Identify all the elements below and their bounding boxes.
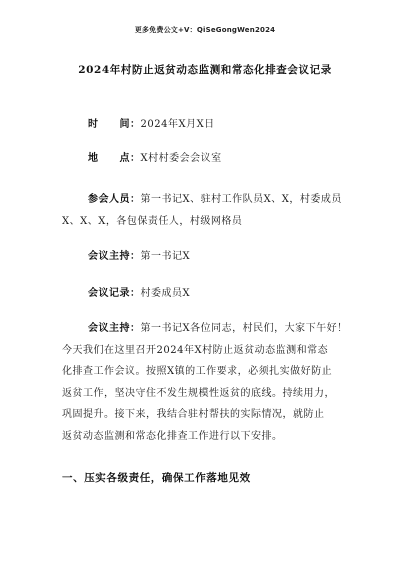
speech-line-2: 今天我们在这里召开2024年X村防止返贫动态监测和常态	[62, 344, 329, 356]
place-label: 地 点：	[88, 153, 141, 164]
speech-line-5: 巩固提升。接下来，我结合驻村帮扶的实际情况，就防止	[62, 409, 325, 420]
speech-label: 会议主持：	[88, 323, 141, 334]
speech-line-3: 化排查工作会议。按照X镇的工作要求，必须扎实做好防止	[62, 366, 333, 377]
recorder-value: 村委成员X	[140, 288, 191, 299]
meta-attendees	[88, 189, 342, 211]
speech-line-6: 返贫动态监测和常态化排查工作进行以下安排。	[62, 430, 283, 442]
speech-line-1-text: 第一书记X各位同志，村民们，大家下午好！	[140, 323, 348, 334]
attendees-line-2: X、X、X，各包保责任人，村级网格员	[62, 216, 243, 227]
time-label: 时 间：	[88, 119, 141, 130]
document-title: 2024年村防止返贫动态监测和常态化排查会议记录	[78, 64, 332, 76]
header-note: 更多免费公文+V：QiSeGongWen2024	[134, 26, 276, 34]
meta-attendees-cont	[62, 211, 242, 233]
place-value: X村村委会会议室	[140, 153, 222, 164]
meta-host	[88, 250, 190, 264]
time-value: 2024年X月X日	[140, 119, 215, 130]
recorder-label: 会议记录：	[88, 288, 141, 299]
meta-recorder	[88, 287, 190, 301]
speech-line-4: 返贫工作，坚决守住不发生规模性返贫的底线。持续用力，	[62, 387, 335, 399]
meta-place	[88, 152, 222, 166]
section-heading-1: 一、压实各级责任，确保工作落地见效	[62, 472, 251, 484]
attendees-line-1: 第一书记X、驻村工作队员X、X，村委成员	[140, 194, 342, 205]
meta-time	[88, 118, 215, 132]
attendees-label: 参会人员：	[88, 194, 141, 205]
speech-paragraph	[62, 318, 362, 447]
speech-line-1	[62, 318, 362, 340]
host-label: 会议主持：	[88, 251, 141, 262]
host-value: 第一书记X	[140, 251, 191, 262]
